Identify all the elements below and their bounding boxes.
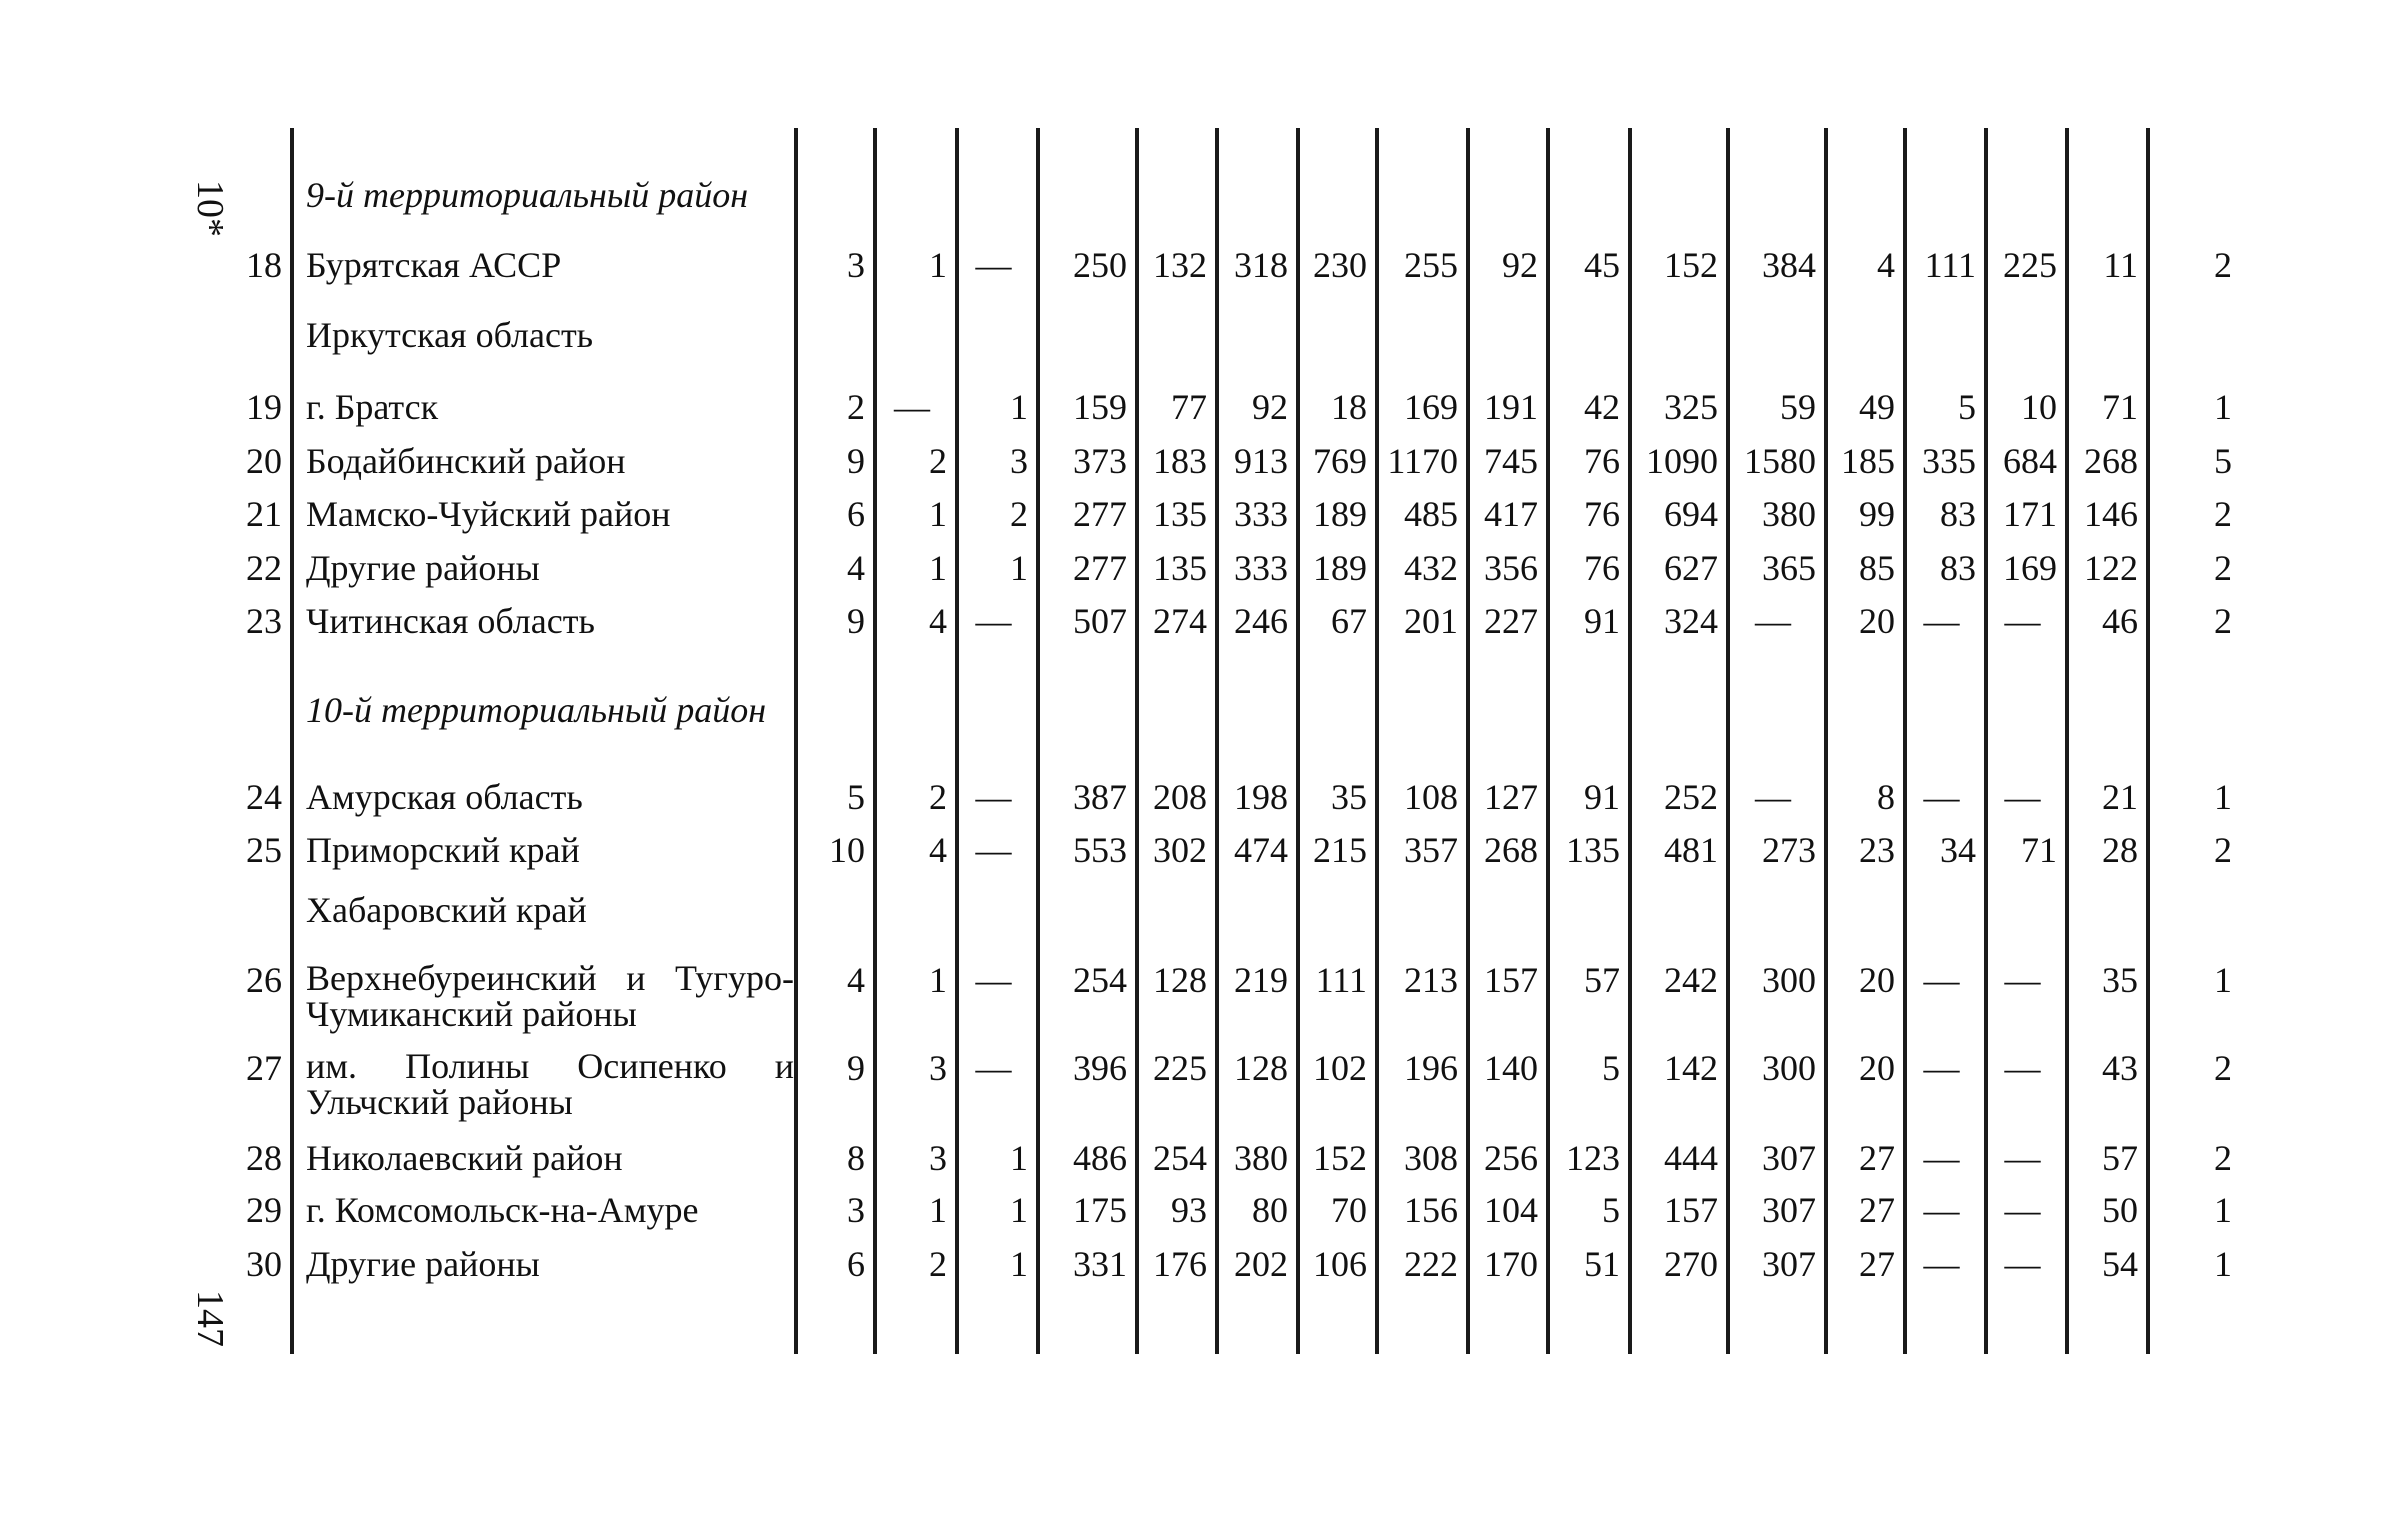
table-cell: 80 <box>1252 1190 1288 1230</box>
table-cell: 111 <box>1924 245 1976 285</box>
table-cell: 417 <box>1484 494 1538 534</box>
column-rule <box>794 128 798 1354</box>
row-label: г. Братск <box>306 387 439 427</box>
table-cell: 8 <box>1877 777 1895 817</box>
table-cell: 242 <box>1664 960 1718 1000</box>
column-rule <box>1824 128 1828 1354</box>
table-cell: 215 <box>1313 830 1367 870</box>
table-cell: 8 <box>847 1138 865 1178</box>
row-number: 25 <box>246 830 282 870</box>
table-cell: 142 <box>1664 1048 1718 1088</box>
table-cell: 225 <box>2003 245 2057 285</box>
table-cell: 2 <box>2214 1048 2232 1088</box>
row-label: Бодайбинский район <box>306 441 626 481</box>
row-label: Читинская область <box>306 601 595 641</box>
table-cell: 1 <box>929 960 947 1000</box>
row-number: 26 <box>246 960 282 1000</box>
table-cell: 4 <box>1877 245 1895 285</box>
table-cell: 59 <box>1780 387 1816 427</box>
table-cell: 373 <box>1073 441 1127 481</box>
table-cell: 396 <box>1073 1048 1127 1088</box>
row-label: Другие районы <box>306 548 540 588</box>
table-cell: 57 <box>2102 1138 2138 1178</box>
table-cell: 356 <box>1484 548 1538 588</box>
table-cell: 128 <box>1234 1048 1288 1088</box>
table-cell: 1 <box>2214 387 2232 427</box>
table-cell: 23 <box>1859 830 1895 870</box>
table-cell: 18 <box>1331 387 1367 427</box>
table-cell: 1 <box>1010 1244 1028 1284</box>
table-cell: 92 <box>1252 387 1288 427</box>
table-cell: 2 <box>2214 494 2232 534</box>
table-cell: 21 <box>2102 777 2138 817</box>
table-cell: 76 <box>1584 548 1620 588</box>
table-cell: 20 <box>1859 601 1895 641</box>
table-cell: 183 <box>1153 441 1207 481</box>
table-cell: 92 <box>1502 245 1538 285</box>
row-number: 23 <box>246 601 282 641</box>
table-cell: 201 <box>1404 601 1458 641</box>
table-cell: — <box>2004 601 2041 641</box>
table-cell: 300 <box>1762 960 1816 1000</box>
section-heading-10: 10-й территориальный район <box>306 690 767 730</box>
table-cell: — <box>1755 777 1791 817</box>
table-cell: 331 <box>1073 1244 1127 1284</box>
table-cell: 307 <box>1762 1190 1816 1230</box>
column-rule <box>1984 128 1988 1354</box>
table-cell: 507 <box>1073 601 1127 641</box>
table-cell: 485 <box>1404 494 1458 534</box>
table-cell: 913 <box>1234 441 1288 481</box>
table-cell: 189 <box>1313 494 1367 534</box>
table-cell: 152 <box>1664 245 1718 285</box>
table-cell: 333 <box>1234 548 1288 588</box>
table-cell: 71 <box>2021 830 2057 870</box>
table-cell: 11 <box>2103 245 2138 285</box>
table-cell: 2 <box>2214 601 2232 641</box>
table-cell: 481 <box>1664 830 1718 870</box>
table-cell: 2 <box>2214 830 2232 870</box>
table-cell: 5 <box>1958 387 1976 427</box>
table-cell: 10 <box>2021 387 2057 427</box>
table-cell: 2 <box>929 1244 947 1284</box>
table-cell: — <box>975 960 1012 1000</box>
table-cell: 9 <box>847 441 865 481</box>
table-cell: 43 <box>2102 1048 2138 1088</box>
table-cell: 252 <box>1664 777 1718 817</box>
table-cell: 104 <box>1484 1190 1538 1230</box>
table-cell: 380 <box>1762 494 1816 534</box>
table-cell: 324 <box>1664 601 1718 641</box>
table-cell: 91 <box>1584 777 1620 817</box>
table-cell: 159 <box>1073 387 1127 427</box>
table-cell: 76 <box>1584 494 1620 534</box>
table-cell: 28 <box>2102 830 2138 870</box>
table-cell: 308 <box>1404 1138 1458 1178</box>
table-cell: 335 <box>1922 441 1976 481</box>
column-rule <box>1903 128 1907 1354</box>
row-number: 30 <box>246 1244 282 1284</box>
table-cell: 122 <box>2084 548 2138 588</box>
table-cell: 213 <box>1404 960 1458 1000</box>
column-rule <box>955 128 959 1354</box>
table-cell: 3 <box>847 245 865 285</box>
table-cell: 694 <box>1664 494 1718 534</box>
table-cell: 268 <box>2084 441 2138 481</box>
table-cell: 270 <box>1664 1244 1718 1284</box>
table-cell: — <box>1923 777 1960 817</box>
table-cell: 1 <box>929 494 947 534</box>
subheading-khabarovsk: Хабаровский край <box>306 890 587 930</box>
table-cell: 1 <box>929 245 947 285</box>
table-cell: 227 <box>1484 601 1538 641</box>
row-number: 28 <box>246 1138 282 1178</box>
table-cell: 1 <box>1010 1138 1028 1178</box>
table-cell: 1 <box>2214 777 2232 817</box>
table-cell: 745 <box>1484 441 1538 481</box>
table-cell: 1 <box>2214 960 2232 1000</box>
table-cell: 156 <box>1404 1190 1458 1230</box>
row-number: 22 <box>246 548 282 588</box>
table-cell: 49 <box>1859 387 1895 427</box>
row-number: 24 <box>246 777 282 817</box>
table-cell: 250 <box>1073 245 1127 285</box>
row-number: 27 <box>246 1048 282 1088</box>
table-cell: 9 <box>847 601 865 641</box>
column-rule <box>873 128 877 1354</box>
subheading-irkutsk: Иркутская область <box>306 315 594 355</box>
table-cell: 307 <box>1762 1244 1816 1284</box>
table-cell: 71 <box>2102 387 2138 427</box>
table-cell: — <box>975 1048 1012 1088</box>
table-cell: 35 <box>2102 960 2138 1000</box>
table-cell: 553 <box>1073 830 1127 870</box>
table-cell: 2 <box>2214 245 2232 285</box>
table-cell: — <box>1923 1138 1960 1178</box>
row-label: г. Комсомольск-на-Амуре <box>306 1190 699 1230</box>
table-cell: 106 <box>1313 1244 1367 1284</box>
section-heading-9: 9-й территориальный район <box>306 175 749 215</box>
column-rule <box>1375 128 1379 1354</box>
table-cell: — <box>975 601 1012 641</box>
table-cell: — <box>2004 1048 2041 1088</box>
row-number: 21 <box>246 494 282 534</box>
table-cell: 1 <box>2214 1244 2232 1284</box>
table-cell: 5 <box>847 777 865 817</box>
table-cell: 135 <box>1153 548 1207 588</box>
row-label: Верхнебуреинский и Тугуро-Чумиканский районы <box>306 958 794 1034</box>
table-cell: 3 <box>929 1138 947 1178</box>
table-cell: 307 <box>1762 1138 1816 1178</box>
table-cell: 27 <box>1859 1244 1895 1284</box>
table-cell: 3 <box>1010 441 1028 481</box>
table-cell: 77 <box>1171 387 1207 427</box>
table-cell: 185 <box>1841 441 1895 481</box>
table-cell: 83 <box>1940 494 1976 534</box>
table-cell: 198 <box>1234 777 1288 817</box>
table-cell: 202 <box>1234 1244 1288 1284</box>
row-number: 18 <box>246 245 282 285</box>
table-cell: 219 <box>1234 960 1288 1000</box>
table-cell: 42 <box>1584 387 1620 427</box>
table-cell: 146 <box>2084 494 2138 534</box>
table-cell: 277 <box>1073 548 1127 588</box>
table-cell: 76 <box>1584 441 1620 481</box>
table-cell: 384 <box>1762 245 1816 285</box>
column-rule <box>290 128 294 1354</box>
table-cell: 9 <box>847 1048 865 1088</box>
row-label: Приморский край <box>306 830 580 870</box>
table-cell: — <box>975 830 1012 870</box>
table-cell: 1 <box>1010 1190 1028 1230</box>
table-cell: 273 <box>1762 830 1816 870</box>
row-number: 20 <box>246 441 282 481</box>
table-cell: 123 <box>1566 1138 1620 1178</box>
table-cell: 684 <box>2003 441 2057 481</box>
table-cell: 157 <box>1484 960 1538 1000</box>
table-cell: 4 <box>847 960 865 1000</box>
table-cell: 627 <box>1664 548 1718 588</box>
table-cell: — <box>2004 960 2041 1000</box>
table-cell: 169 <box>2003 548 2057 588</box>
column-rule <box>1546 128 1550 1354</box>
column-rule <box>2065 128 2069 1354</box>
table-cell: 380 <box>1234 1138 1288 1178</box>
table-cell: 486 <box>1073 1138 1127 1178</box>
table-cell: 135 <box>1153 494 1207 534</box>
section-mark: 10* <box>189 180 231 237</box>
table-cell: 132 <box>1153 245 1207 285</box>
table-cell: 432 <box>1404 548 1458 588</box>
table-cell: 230 <box>1313 245 1367 285</box>
table-cell: 3 <box>929 1048 947 1088</box>
table-cell: 2 <box>847 387 865 427</box>
table-cell: 135 <box>1566 830 1620 870</box>
table-cell: 196 <box>1404 1048 1458 1088</box>
row-label: Бурятская АССР <box>306 245 562 285</box>
table-cell: — <box>975 245 1012 285</box>
table-cell: 5 <box>1602 1190 1620 1230</box>
table-cell: 50 <box>2102 1190 2138 1230</box>
table-cell: 208 <box>1153 777 1207 817</box>
page-number: 147 <box>189 1290 231 1347</box>
table-cell: — <box>894 387 930 427</box>
table-cell: 254 <box>1073 960 1127 1000</box>
table-cell: 191 <box>1484 387 1538 427</box>
table-cell: 54 <box>2102 1244 2138 1284</box>
table-cell: 300 <box>1762 1048 1816 1088</box>
table-cell: 2 <box>2214 1138 2232 1178</box>
row-label: им. Полины Осипенко и Ульчский районы <box>306 1046 794 1122</box>
row-label: Мамско-Чуйский район <box>306 494 671 534</box>
table-cell: 175 <box>1073 1190 1127 1230</box>
table-cell: 4 <box>847 548 865 588</box>
table-cell: 254 <box>1153 1138 1207 1178</box>
table-cell: 1170 <box>1387 441 1458 481</box>
row-label: Николаевский район <box>306 1138 623 1178</box>
table-cell: 318 <box>1234 245 1288 285</box>
table-cell: — <box>975 777 1012 817</box>
table-cell: 5 <box>1602 1048 1620 1088</box>
table-cell: 152 <box>1313 1138 1367 1178</box>
table-cell: 20 <box>1859 960 1895 1000</box>
table-cell: 474 <box>1234 830 1288 870</box>
table-cell: 1090 <box>1646 441 1718 481</box>
column-rule <box>1215 128 1219 1354</box>
table-cell: 83 <box>1940 548 1976 588</box>
table-cell: 444 <box>1664 1138 1718 1178</box>
row-label: Амурская область <box>306 777 583 817</box>
table-cell: 3 <box>847 1190 865 1230</box>
table-cell: 2 <box>929 441 947 481</box>
table-cell: 2 <box>929 777 947 817</box>
table-cell: 4 <box>929 601 947 641</box>
table-cell: 57 <box>1584 960 1620 1000</box>
table-cell: 357 <box>1404 830 1458 870</box>
table-cell: 27 <box>1859 1190 1895 1230</box>
table-cell: 189 <box>1313 548 1367 588</box>
table-cell: — <box>1923 1190 1960 1230</box>
table-cell: 111 <box>1315 960 1367 1000</box>
table-cell: 1 <box>1010 387 1028 427</box>
table-cell: 325 <box>1664 387 1718 427</box>
table-cell: — <box>2004 1244 2041 1284</box>
table-cell: 1 <box>1010 548 1028 588</box>
table-cell: 4 <box>929 830 947 870</box>
table-cell: 176 <box>1153 1244 1207 1284</box>
table-cell: 2 <box>2214 548 2232 588</box>
table-cell: 333 <box>1234 494 1288 534</box>
table-cell: 5 <box>2214 441 2232 481</box>
table-cell: 127 <box>1484 777 1538 817</box>
column-rule <box>1135 128 1139 1354</box>
table-cell: 365 <box>1762 548 1816 588</box>
table-cell: 1 <box>929 1190 947 1230</box>
table-cell: 85 <box>1859 548 1895 588</box>
table-cell: — <box>2004 1138 2041 1178</box>
table-cell: 20 <box>1859 1048 1895 1088</box>
table-cell: 10 <box>829 830 865 870</box>
table-cell: 1 <box>2214 1190 2232 1230</box>
table-cell: — <box>2004 777 2041 817</box>
table-cell: 169 <box>1404 387 1458 427</box>
table-cell: 45 <box>1584 245 1620 285</box>
column-rule <box>1726 128 1730 1354</box>
table-cell: 51 <box>1584 1244 1620 1284</box>
table-cell: 387 <box>1073 777 1127 817</box>
table-cell: 222 <box>1404 1244 1458 1284</box>
table-cell: 171 <box>2003 494 2057 534</box>
column-rule <box>1628 128 1632 1354</box>
table-cell: 2 <box>1010 494 1028 534</box>
table-cell: 1580 <box>1744 441 1816 481</box>
table-cell: 128 <box>1153 960 1207 1000</box>
table-cell: 268 <box>1484 830 1538 870</box>
table-cell: 246 <box>1234 601 1288 641</box>
table-cell: — <box>1923 601 1960 641</box>
table-cell: 91 <box>1584 601 1620 641</box>
table-cell: 27 <box>1859 1138 1895 1178</box>
table-cell: 1 <box>929 548 947 588</box>
table-cell: 256 <box>1484 1138 1538 1178</box>
table-cell: 6 <box>847 494 865 534</box>
table-cell: 140 <box>1484 1048 1538 1088</box>
column-rule <box>1036 128 1040 1354</box>
table-cell: 6 <box>847 1244 865 1284</box>
table-cell: — <box>1755 601 1791 641</box>
table-cell: — <box>1923 1048 1960 1088</box>
table-cell: 67 <box>1331 601 1367 641</box>
table-cell: 46 <box>2102 601 2138 641</box>
table-cell: 35 <box>1331 777 1367 817</box>
table-cell: 769 <box>1313 441 1367 481</box>
table-cell: 170 <box>1484 1244 1538 1284</box>
table-cell: 157 <box>1664 1190 1718 1230</box>
table-cell: 93 <box>1171 1190 1207 1230</box>
column-rule <box>2146 128 2150 1354</box>
table-cell: 99 <box>1859 494 1895 534</box>
column-rule <box>1466 128 1470 1354</box>
table-cell: 225 <box>1153 1048 1207 1088</box>
table-cell: 255 <box>1404 245 1458 285</box>
table-cell: 108 <box>1404 777 1458 817</box>
table-cell: 34 <box>1940 830 1976 870</box>
table-cell: 70 <box>1331 1190 1367 1230</box>
table-cell: 102 <box>1313 1048 1367 1088</box>
row-number: 29 <box>246 1190 282 1230</box>
table-cell: 274 <box>1153 601 1207 641</box>
table-cell: — <box>1923 1244 1960 1284</box>
table-cell: 277 <box>1073 494 1127 534</box>
table-cell: — <box>1923 960 1960 1000</box>
column-rule <box>1296 128 1300 1354</box>
table-cell: 302 <box>1153 830 1207 870</box>
table-cell: — <box>2004 1190 2041 1230</box>
row-number: 19 <box>246 387 282 427</box>
row-label: Другие районы <box>306 1244 540 1284</box>
